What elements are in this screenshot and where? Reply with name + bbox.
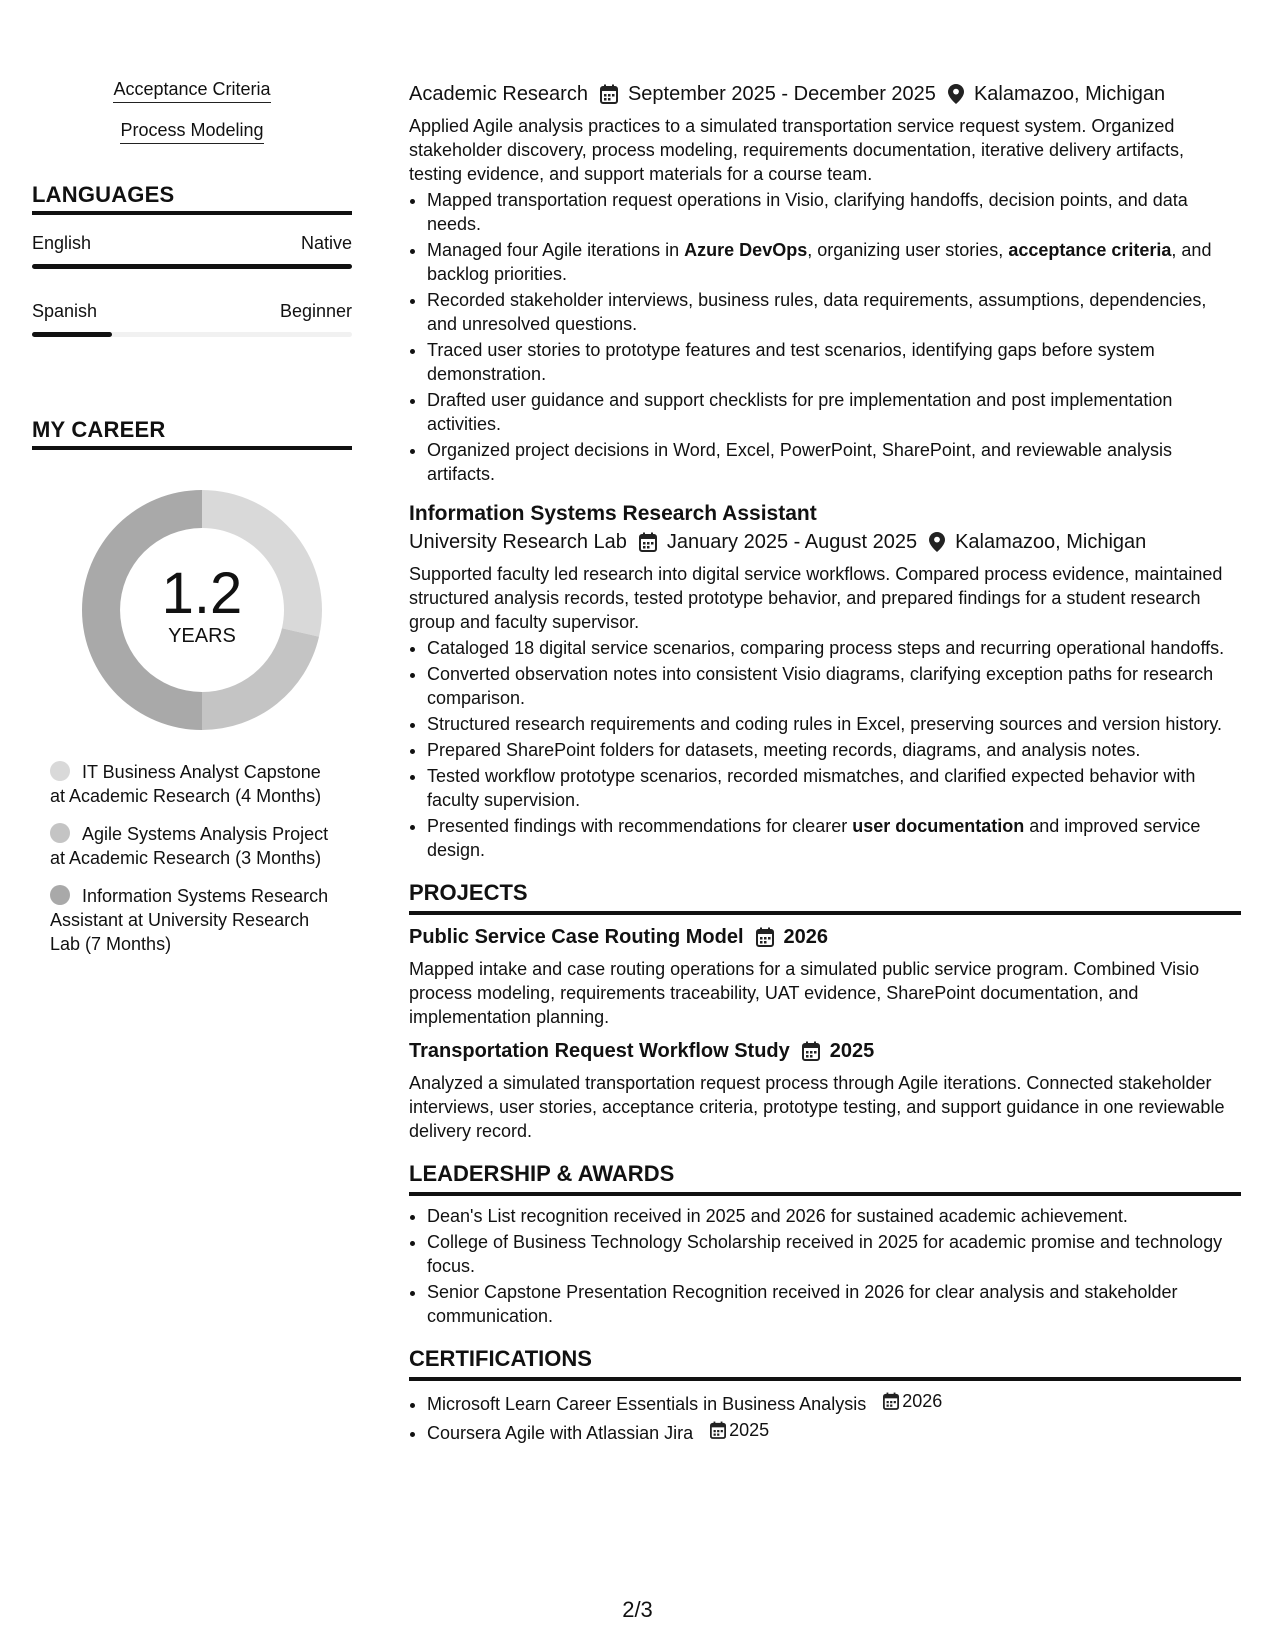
calendar-icon	[756, 927, 774, 947]
experience-description: Applied Agile analysis practices to a simulated transportation service request system. Organized stakeholder discovery, process modeling, requirements documentation, iterative delivery artifacts, testing evidence, and support materials for a course team.	[409, 116, 1185, 184]
language-level: Native	[300, 233, 352, 253]
certification-year: 2025	[729, 1420, 770, 1440]
career-legend	[50, 760, 330, 956]
skill-tag: Process Modeling	[120, 119, 263, 144]
language-name: English	[32, 233, 92, 253]
certification-name: Coursera Agile with Atlassian Jira	[427, 1423, 694, 1443]
map-pin-icon	[929, 532, 945, 552]
project-entry	[409, 1037, 1241, 1143]
project-title: Transportation Request Workflow Study	[409, 1040, 790, 1062]
experience-bullets	[409, 188, 1241, 486]
language-proficiency-fill	[32, 264, 352, 269]
project-year: 2025	[829, 1040, 875, 1062]
experience-org: Academic Research	[409, 83, 588, 105]
experience-title: Information Systems Research Assistant	[409, 502, 817, 525]
project-entry	[409, 923, 1241, 1029]
map-pin-icon	[948, 84, 964, 104]
career-legend-item	[50, 884, 330, 956]
experience-dates: January 2025 - August 2025	[666, 531, 918, 553]
sidebar	[32, 78, 352, 970]
certification-item	[427, 1418, 1241, 1445]
career-total-unit: YEARS	[168, 625, 236, 647]
bold-keyword: user documentation	[852, 816, 1025, 836]
experience-meta	[409, 528, 1241, 556]
calendar-icon	[883, 1392, 899, 1410]
languages-heading: LANGUAGES	[32, 182, 352, 215]
legend-dot	[50, 885, 70, 905]
page-number: 2/3	[622, 1597, 653, 1622]
calendar-icon	[600, 84, 618, 104]
experience-org: University Research Lab	[409, 531, 627, 553]
bullet-item: • Presented findings with recommendations for clearer user documentation and improved service design.	[427, 814, 1241, 862]
language-item	[32, 299, 352, 337]
bullet-item: • College of Business Technology Scholarship received in 2025 for academic promise and technology focus.	[427, 1230, 1241, 1278]
calendar-icon	[710, 1421, 726, 1439]
bullet-item: • Dean's List recognition received in 2025 and 2026 for sustained academic achievement.	[427, 1204, 1241, 1228]
bullet-item: • Cataloged 18 digital service scenarios, comparing process steps and recurring operational handoffs.	[427, 636, 1241, 660]
career-section	[32, 417, 352, 956]
career-donut-chart	[82, 490, 322, 730]
language-proficiency-bar	[32, 264, 352, 269]
bullet-item: • Organized project decisions in Word, Excel, PowerPoint, SharePoint, and reviewable analysis artifacts.	[427, 438, 1241, 486]
bullet-item: • Recorded stakeholder interviews, business rules, data requirements, assumptions, dependencies, and unresolved questions.	[427, 288, 1241, 336]
projects-heading: PROJECTS	[409, 878, 1241, 915]
experience-dates: September 2025 - December 2025	[627, 83, 936, 105]
legend-dot	[50, 761, 70, 781]
bullet-item: • Prepared SharePoint folders for datasets, meeting records, diagrams, and analysis notes.	[427, 738, 1241, 762]
bullet-item: • Managed four Agile iterations in Azure DevOps, organizing user stories, acceptance criteria, and backlog priorities.	[427, 238, 1241, 286]
calendar-icon	[639, 532, 657, 552]
skill-tag: Acceptance Criteria	[113, 78, 270, 103]
bullet-item: • Drafted user guidance and support checklists for pre implementation and post implementation activities.	[427, 388, 1241, 436]
career-heading: MY CAREER	[32, 417, 352, 450]
experience-description: Supported faculty led research into digital service workflows. Compared process evidence, maintained structured analysis records, tested prototype behavior, and prepared findings for a student research group and faculty supervisor.	[409, 564, 1223, 632]
career-legend-item	[50, 822, 330, 870]
project-year: 2026	[783, 926, 829, 948]
career-legend-item	[50, 760, 330, 808]
language-name: Spanish	[32, 301, 98, 321]
legend-dot	[50, 823, 70, 843]
calendar-icon	[802, 1041, 820, 1061]
leadership-heading: LEADERSHIP & AWARDS	[409, 1159, 1241, 1196]
certification-item	[427, 1389, 1241, 1416]
certifications-list	[409, 1389, 1241, 1445]
bullet-item: • Mapped transportation request operations in Visio, clarifying handoffs, decision points, and data needs.	[427, 188, 1241, 236]
experience-meta	[409, 80, 1241, 108]
career-legend-label: IT Business Analyst Capstone at Academic Research (4 Months)	[50, 762, 322, 806]
certifications-heading: CERTIFICATIONS	[409, 1344, 1241, 1381]
bullet-item: • Senior Capstone Presentation Recognition received in 2026 for clear analysis and stakeholder communication.	[427, 1280, 1241, 1328]
bullet-item: • Structured research requirements and coding rules in Excel, preserving sources and version history.	[427, 712, 1241, 736]
project-title: Public Service Case Routing Model	[409, 926, 744, 948]
certification-year: 2026	[902, 1391, 943, 1411]
experience-entry	[409, 80, 1241, 486]
experience-entry	[409, 500, 1241, 862]
experience-bullets	[409, 636, 1241, 862]
experience-location: Kalamazoo, Michigan	[955, 531, 1147, 553]
bullet-item: • Converted observation notes into consistent Visio diagrams, clarifying exception paths for research comparison.	[427, 662, 1241, 710]
career-legend-label: Agile Systems Analysis Project at Academic Research (3 Months)	[50, 824, 329, 868]
language-item	[32, 231, 352, 269]
bullet-item: • Traced user stories to prototype features and test scenarios, identifying gaps before system demonstration.	[427, 338, 1241, 386]
skill-tags	[32, 78, 352, 144]
bold-keyword: Azure DevOps	[684, 240, 808, 260]
project-description: Analyzed a simulated transportation request process through Agile iterations. Connected stakeholder interviews, user stories, acceptance criteria, prototype testing, and support guidance in one reviewable delivery record.	[409, 1073, 1225, 1141]
leadership-list	[409, 1204, 1241, 1328]
bold-keyword: acceptance criteria	[1008, 240, 1172, 260]
main-content	[409, 80, 1241, 1447]
career-total-value: 1.2	[161, 561, 243, 626]
certification-name: Microsoft Learn Career Essentials in Business Analysis	[427, 1394, 867, 1414]
language-level: Beginner	[279, 301, 352, 321]
language-proficiency-fill	[32, 332, 112, 337]
career-legend-label: Information Systems Research Assistant at University Research Lab (7 Months)	[50, 886, 329, 954]
languages-section	[32, 182, 352, 337]
experience-location: Kalamazoo, Michigan	[973, 83, 1166, 105]
language-proficiency-bar	[32, 332, 352, 337]
project-description: Mapped intake and case routing operations for a simulated public service program. Combined Visio process modeling, requirements traceability, UAT evidence, SharePoint documentation, and implementation planning.	[409, 959, 1200, 1027]
bullet-item: • Tested workflow prototype scenarios, recorded mismatches, and clarified expected behavior with faculty supervision.	[427, 764, 1241, 812]
